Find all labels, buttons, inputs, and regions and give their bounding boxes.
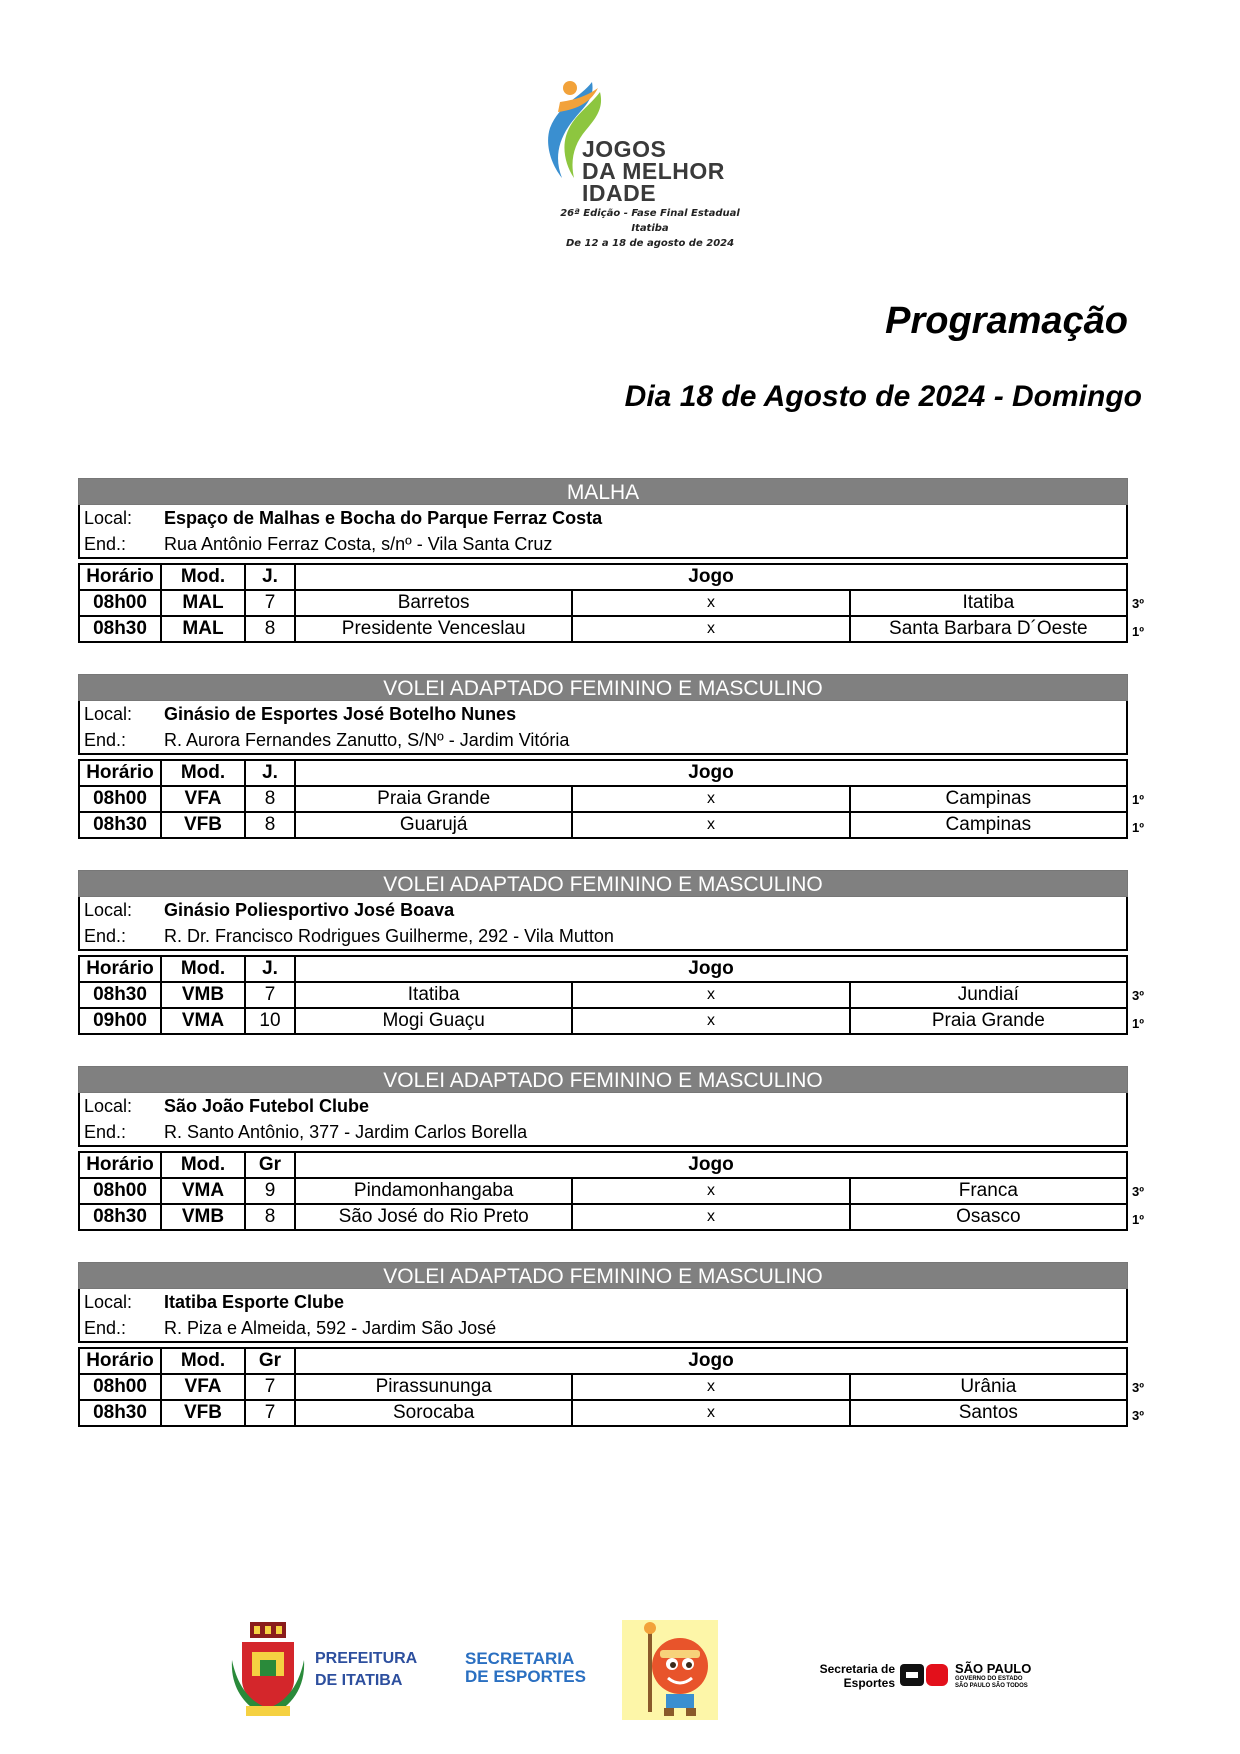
header-jogo: Jogo — [295, 1348, 1127, 1374]
local-label: Local: — [84, 704, 133, 724]
page-subtitle: Dia 18 de Agosto de 2024 - Domingo — [624, 380, 1142, 413]
table-row — [79, 1178, 1127, 1204]
venue-address-row — [84, 727, 569, 753]
game-time: 08h30 — [79, 812, 161, 838]
table-row — [79, 1008, 1127, 1034]
header-mod: Mod. — [161, 956, 245, 982]
games-table — [78, 759, 1128, 839]
venue-name: Espaço de Malhas e Bocha do Parque Ferraz Costa — [164, 508, 603, 528]
header-horario: Horário — [79, 564, 161, 590]
logo-edition: 26ª Edição - Fase Final Estadual — [560, 208, 740, 219]
logo-dates: De 12 a 18 de agosto de 2024 — [565, 238, 735, 249]
versus-mark: x — [572, 1178, 849, 1204]
game-number: 9 — [245, 1178, 295, 1204]
logo-city: Itatiba — [631, 223, 669, 234]
team-home: Presidente Venceslau — [295, 616, 572, 642]
local-label: Local: — [84, 900, 133, 920]
venue-local-row — [84, 505, 602, 531]
mascot-image-icon — [622, 1620, 718, 1720]
game-placement: 3º — [1132, 1408, 1144, 1423]
table-row — [79, 1204, 1127, 1230]
team-away: Urânia — [850, 1374, 1127, 1400]
table-row — [79, 812, 1127, 838]
games-table — [78, 1151, 1128, 1231]
header-horario: Horário — [79, 760, 161, 786]
section-header: VOLEI ADAPTADO FEMININO E MASCULINO — [78, 1066, 1128, 1093]
versus-mark: x — [572, 590, 849, 616]
page-title: Programação — [885, 300, 1128, 342]
versus-mark: x — [572, 1374, 849, 1400]
game-time: 08h00 — [79, 786, 161, 812]
address-label: End.: — [84, 730, 127, 750]
game-mod: VMB — [161, 1204, 245, 1230]
game-placement: 1º — [1132, 792, 1144, 807]
team-away: Osasco — [850, 1204, 1127, 1230]
versus-mark: x — [572, 786, 849, 812]
venue-info — [78, 1289, 1128, 1343]
game-time: 08h00 — [79, 1374, 161, 1400]
versus-mark: x — [572, 616, 849, 642]
games-table — [78, 563, 1128, 643]
venue-address: R. Santo Antônio, 377 - Jardim Carlos Borella — [164, 1122, 528, 1142]
venue-name: Ginásio Poliesportivo José Boava — [164, 900, 455, 920]
game-mod: MAL — [161, 616, 245, 642]
header-horario: Horário — [79, 956, 161, 982]
venue-address-row — [84, 1315, 496, 1341]
games-table — [78, 1347, 1128, 1427]
team-home: Praia Grande — [295, 786, 572, 812]
team-home: Pindamonhangaba — [295, 1178, 572, 1204]
team-away: Jundiaí — [850, 982, 1127, 1008]
versus-mark: x — [572, 1008, 849, 1034]
venue-info — [78, 505, 1128, 559]
table-row — [79, 1400, 1127, 1426]
game-number: 8 — [245, 786, 295, 812]
schedule-section — [78, 870, 1128, 1035]
venue-local-row — [84, 1289, 344, 1315]
versus-mark: x — [572, 812, 849, 838]
schedule-section — [78, 674, 1128, 839]
game-number: 8 — [245, 616, 295, 642]
game-time: 08h30 — [79, 616, 161, 642]
game-number: 7 — [245, 1374, 295, 1400]
venue-info — [78, 1093, 1128, 1147]
address-label: End.: — [84, 534, 127, 554]
sp-secretaria-label: Secretaria de Esportes — [819, 1662, 895, 1690]
versus-mark: x — [572, 1400, 849, 1426]
section-header: VOLEI ADAPTADO FEMININO E MASCULINO — [78, 1262, 1128, 1289]
schedule-section — [78, 478, 1128, 643]
game-time: 08h00 — [79, 590, 161, 616]
table-header-row — [79, 1152, 1127, 1178]
header-horario: Horário — [79, 1348, 161, 1374]
table-header-row — [79, 564, 1127, 590]
game-placement: 1º — [1132, 1016, 1144, 1031]
team-home: Barretos — [295, 590, 572, 616]
header-horario: Horário — [79, 1152, 161, 1178]
table-row — [79, 1374, 1127, 1400]
venue-info — [78, 897, 1128, 951]
header-mod: Mod. — [161, 1152, 245, 1178]
game-mod: VMB — [161, 982, 245, 1008]
game-mod: VFB — [161, 812, 245, 838]
games-table — [78, 955, 1128, 1035]
table-header-row — [79, 760, 1127, 786]
team-away: Praia Grande — [850, 1008, 1127, 1034]
game-mod: VFA — [161, 1374, 245, 1400]
footer-logos — [0, 1620, 1240, 1720]
team-home: Mogi Guaçu — [295, 1008, 572, 1034]
game-time: 09h00 — [79, 1008, 161, 1034]
header-number: Gr — [245, 1152, 295, 1178]
sp-government-label: SÃO PAULO GOVERNO DO ESTADO SÃO PAULO SÃO TODOS — [955, 1661, 1032, 1689]
team-away: Santa Barbara D´Oeste — [850, 616, 1127, 642]
venue-address: R. Aurora Fernandes Zanutto, S/Nº - Jardim Vitória — [164, 730, 570, 750]
itatiba-coat-of-arms-icon — [230, 1620, 306, 1720]
header-mod: Mod. — [161, 1348, 245, 1374]
venue-address-row — [84, 1119, 527, 1145]
team-away: Santos — [850, 1400, 1127, 1426]
game-time: 08h00 — [79, 1178, 161, 1204]
secretaria-label: SECRETARIA DE ESPORTES — [465, 1649, 586, 1686]
address-label: End.: — [84, 1122, 127, 1142]
section-header: MALHA — [78, 478, 1128, 505]
game-placement: 3º — [1132, 1380, 1144, 1395]
venue-name: Ginásio de Esportes José Botelho Nunes — [164, 704, 517, 724]
team-home: Guarujá — [295, 812, 572, 838]
address-label: End.: — [84, 926, 127, 946]
header-jogo: Jogo — [295, 760, 1127, 786]
game-number: 8 — [245, 1204, 295, 1230]
table-row — [79, 590, 1127, 616]
local-label: Local: — [84, 508, 133, 528]
game-number: 7 — [245, 1400, 295, 1426]
venue-info — [78, 701, 1128, 755]
venue-address: R. Piza e Almeida, 592 - Jardim São José — [164, 1318, 497, 1338]
game-number: 10 — [245, 1008, 295, 1034]
game-placement: 3º — [1132, 988, 1144, 1003]
game-time: 08h30 — [79, 1204, 161, 1230]
game-placement: 1º — [1132, 820, 1144, 835]
versus-mark: x — [572, 982, 849, 1008]
game-mod: VFA — [161, 786, 245, 812]
game-time: 08h30 — [79, 1400, 161, 1426]
versus-mark: x — [572, 1204, 849, 1230]
game-mod: VFB — [161, 1400, 245, 1426]
header-mod: Mod. — [161, 760, 245, 786]
header-jogo: Jogo — [295, 1152, 1127, 1178]
game-number: 7 — [245, 982, 295, 1008]
venue-name: Itatiba Esporte Clube — [164, 1292, 345, 1312]
header-jogo: Jogo — [295, 956, 1127, 982]
game-number: 7 — [245, 590, 295, 616]
logo-wordmark: JOGOS DA MELHOR IDADE — [582, 136, 725, 206]
header-number: J. — [245, 956, 295, 982]
team-away: Itatiba — [850, 590, 1127, 616]
venue-name: São João Futebol Clube — [164, 1096, 370, 1116]
game-placement: 1º — [1132, 624, 1144, 639]
team-away: Franca — [850, 1178, 1127, 1204]
local-label: Local: — [84, 1292, 133, 1312]
game-mod: MAL — [161, 590, 245, 616]
table-row — [79, 982, 1127, 1008]
game-placement: 3º — [1132, 1184, 1144, 1199]
venue-local-row — [84, 897, 454, 923]
team-home: Sorocaba — [295, 1400, 572, 1426]
game-mod: VMA — [161, 1008, 245, 1034]
venue-address: R. Dr. Francisco Rodrigues Guilherme, 292 - Vila Mutton — [164, 926, 614, 946]
table-row — [79, 616, 1127, 642]
team-away: Campinas — [850, 812, 1127, 838]
schedule-section — [78, 1262, 1128, 1427]
table-row — [79, 786, 1127, 812]
game-mod: VMA — [161, 1178, 245, 1204]
sp-logo-icon — [900, 1660, 950, 1690]
header-jogo: Jogo — [295, 564, 1127, 590]
header-mod: Mod. — [161, 564, 245, 590]
game-placement: 1º — [1132, 1212, 1144, 1227]
header-number: J. — [245, 564, 295, 590]
prefeitura-label: PREFEITURA DE ITATIBA — [315, 1650, 418, 1689]
venue-address-row — [84, 923, 614, 949]
game-time: 08h30 — [79, 982, 161, 1008]
game-number: 8 — [245, 812, 295, 838]
local-label: Local: — [84, 1096, 133, 1116]
event-logo — [540, 78, 760, 258]
address-label: End.: — [84, 1318, 127, 1338]
venue-local-row — [84, 701, 516, 727]
team-home: Pirassununga — [295, 1374, 572, 1400]
venue-local-row — [84, 1093, 369, 1119]
team-away: Campinas — [850, 786, 1127, 812]
section-header: VOLEI ADAPTADO FEMININO E MASCULINO — [78, 674, 1128, 701]
team-home: São José do Rio Preto — [295, 1204, 572, 1230]
header-number: J. — [245, 760, 295, 786]
venue-address: Rua Antônio Ferraz Costa, s/nº - Vila Santa Cruz — [164, 534, 553, 554]
table-header-row — [79, 1348, 1127, 1374]
team-home: Itatiba — [295, 982, 572, 1008]
schedule-section — [78, 1066, 1128, 1231]
table-header-row — [79, 956, 1127, 982]
header-number: Gr — [245, 1348, 295, 1374]
section-header: VOLEI ADAPTADO FEMININO E MASCULINO — [78, 870, 1128, 897]
venue-address-row — [84, 531, 552, 557]
game-placement: 3º — [1132, 596, 1144, 611]
